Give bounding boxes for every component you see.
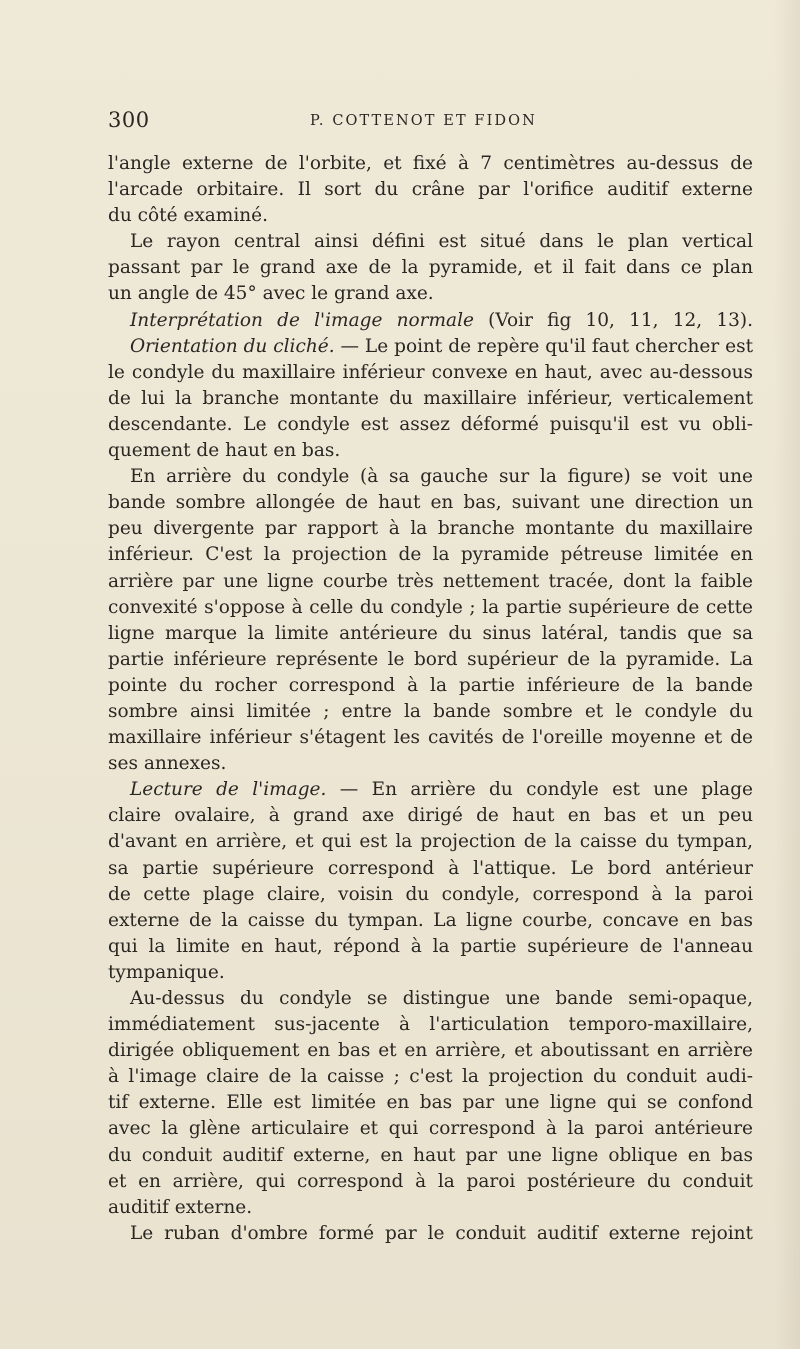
- text-line: du côté examiné.: [108, 205, 269, 227]
- line-rest: (Voir fig 10, 11, 12, 13).: [473, 309, 753, 331]
- body-text: [108, 151, 753, 1247]
- text-line: immédiatement sus-jacente à l'articulation temporo-maxillaire,: [108, 1014, 753, 1036]
- line-rest: — Le point de repère qu'il faut chercher est: [334, 335, 753, 357]
- text-line: dirigée obliquement en bas et en arrière, et aboutissant en arrière: [108, 1040, 753, 1062]
- text-line: Le ruban d'ombre formé par le conduit auditif externe rejoint: [130, 1222, 753, 1244]
- text-line: tif externe. Elle est limitée en bas par une ligne qui se confond: [108, 1092, 753, 1114]
- text-line: arrière par une ligne courbe très nettement tracée, dont la faible: [108, 570, 753, 592]
- text-line: partie inférieure représente le bord supérieur de la pyramide. La: [108, 648, 753, 670]
- page-number: 300: [108, 108, 150, 132]
- italic-heading: Orientation du cliché.: [130, 335, 335, 357]
- text-line: passant par le grand axe de la pyramide, et il fait dans ce plan: [108, 257, 753, 279]
- text-line: externe de la caisse du tympan. La ligne courbe, concave en bas: [108, 909, 753, 931]
- text-line: d'avant en arrière, et qui est la projection de la caisse du tympan,: [108, 831, 753, 853]
- text-line: à l'image claire de la caisse ; c'est la projection du conduit audi-: [108, 1066, 753, 1088]
- text-line: quement de haut en bas.: [108, 440, 341, 462]
- page-gutter-shadow: [774, 0, 800, 1349]
- text-line: convexité s'oppose à celle du condyle ; la partie supérieure de cette: [108, 596, 753, 618]
- text-line: Le rayon central ainsi défini est situé dans le plan vertical: [130, 231, 753, 253]
- text-line: du conduit auditif externe, en haut par une ligne oblique en bas: [108, 1144, 753, 1166]
- text-line: [108, 334, 753, 360]
- text-line: un angle de 45° avec le grand axe.: [108, 283, 434, 305]
- text-line: tympanique.: [108, 961, 225, 983]
- running-head: P. COTTENOT ET FIDON: [310, 113, 537, 129]
- text-line: l'arcade orbitaire. Il sort du crâne par l'orifice auditif externe: [108, 179, 753, 201]
- text-line: En arrière du condyle (à sa gauche sur la figure) se voit une: [130, 466, 753, 488]
- text-line: Au-dessus du condyle se distingue une bande semi-opaque,: [130, 988, 753, 1009]
- text-line: ligne marque la limite antérieure du sinus latéral, tandis que sa: [108, 622, 753, 644]
- text-line: peu divergente par rapport à la branche montante du maxillaire: [108, 518, 753, 540]
- text-line: [108, 308, 753, 334]
- text-line: sombre ainsi limitée ; entre la bande sombre et le condyle du: [108, 700, 753, 722]
- text-line: qui la limite en haut, répond à la partie supérieure de l'anneau: [108, 935, 753, 957]
- text-line: [108, 777, 753, 803]
- text-line: claire ovalaire, à grand axe dirigé de haut en bas et un peu: [108, 805, 753, 827]
- text-line: descendante. Le condyle est assez déformé puisqu'il est vu obli-: [108, 413, 753, 435]
- text-line: et en arrière, qui correspond à la paroi postérieure du conduit: [108, 1170, 753, 1192]
- text-line: bande sombre allongée de haut en bas, suivant une direction un: [108, 492, 753, 514]
- text-line: auditif externe.: [108, 1196, 253, 1218]
- line-rest: — En arrière du condyle est une plage: [326, 779, 754, 801]
- text-line: de cette plage claire, voisin du condyle, correspond à la paroi: [108, 883, 753, 905]
- italic-heading: Lecture de l'image.: [130, 779, 327, 801]
- text-line: avec la glène articulaire et qui correspond à la paroi antérieure: [108, 1118, 753, 1140]
- text-line: le condyle du maxillaire inférieur convexe en haut, avec au-dessous: [108, 361, 753, 383]
- text-line: inférieur. C'est la projection de la pyramide pétreuse limitée en: [108, 544, 753, 566]
- text-line: sa partie supérieure correspond à l'attique. Le bord antérieur: [108, 857, 753, 879]
- text-line: maxillaire inférieur s'étagent les cavités de l'oreille moyenne et de: [108, 727, 753, 749]
- italic-heading: Interprétation de l'image normale: [130, 309, 474, 331]
- text-line: l'angle externe de l'orbite, et fixé à 7 centimètres au-dessus de: [108, 153, 753, 174]
- text-line: pointe du rocher correspond à la partie inférieure de la bande: [108, 674, 753, 696]
- text-line: de lui la branche montante du maxillaire inférieur, verticalement: [108, 387, 753, 409]
- text-line: ses annexes.: [108, 753, 227, 775]
- page-header: [108, 108, 753, 134]
